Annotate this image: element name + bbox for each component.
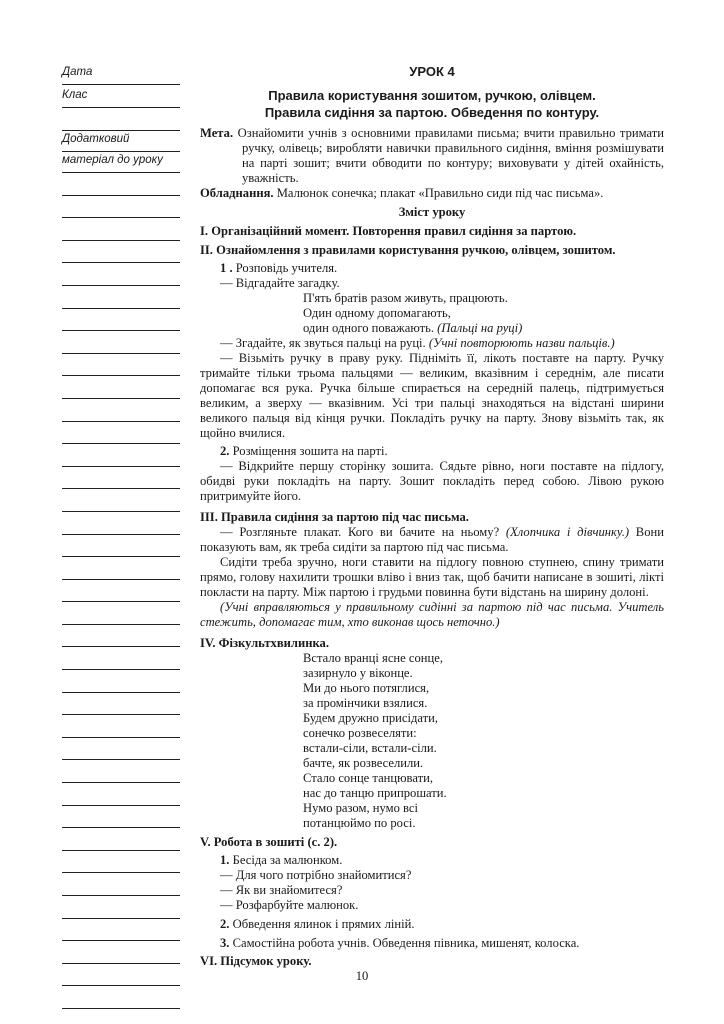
- section-2-heading: ІІ. Ознайомлення з правилами користування ручкою, олівцем, зошитом.: [200, 243, 616, 257]
- section-4-heading: IV. Фізкультхвилинка.: [200, 636, 329, 650]
- equipment-text: Малюнок сонечка; плакат «Правильно сиди під час письма».: [276, 186, 604, 200]
- margin-line: [62, 670, 180, 693]
- margin-line: [62, 715, 180, 738]
- poster-paragraph: — Розгляньте плакат. Кого ви бачите на ньому? (Хлопчика і дівчинку.) Вони показують вам, як треба сидіти за партою під час письма.: [200, 525, 664, 554]
- riddle-answer: (Пальці на руці): [437, 321, 523, 335]
- margin-line: [62, 986, 180, 1009]
- margin-line: [62, 693, 180, 716]
- sitting-note: (Учні вправляються у правильному сидінні за партою під час письма. Учитель стежить, допомагає тим, хто виконав щось неточно.): [200, 600, 664, 629]
- fingers-paragraph: — Згадайте, як звуться пальці на руці. (Учні повторюють назви пальців.): [220, 336, 615, 350]
- margin-line: [62, 896, 180, 919]
- goal-label: Мета.: [200, 126, 234, 140]
- step-5-2: 2. Обведення ялинок і прямих ліній.: [220, 917, 415, 931]
- sitting-paragraph: Сидіти треба зручно, ноги ставити на підлогу повною ступнею, спину тримати прямо, голову нахилити трошки вліво і вниз так, щоб бачити написане в зошиті, лікті покласти на парту. Між партою і грудьми повинна бути відстань на ширину долоні.: [200, 555, 664, 599]
- lesson-title-line-1: Правила користування зошитом, ручкою, олівцем.: [268, 88, 596, 103]
- poem-line: Нумо разом, нумо всі: [303, 801, 418, 815]
- margin-line: [62, 354, 180, 377]
- margin-line: [62, 602, 180, 625]
- margin-line: [62, 218, 180, 241]
- notebook-paragraph: — Відкрийте першу сторінку зошита. Сядьте рівно, ноги поставте на підлогу, обидві руки покладіть на парту. Зошит покладіть перед собою. Лівою рукою притримуйте його.: [200, 459, 664, 503]
- page-number: 10: [355, 969, 369, 983]
- section-1-heading: І. Організаційний момент. Повторення правил сидіння за партою.: [200, 224, 577, 238]
- margin-line: [62, 376, 180, 399]
- margin-line: [62, 873, 180, 896]
- equipment-paragraph: [200, 186, 664, 201]
- poem-line: Будем дружно присідати,: [303, 711, 439, 725]
- margin-line: [62, 647, 180, 670]
- pen-paragraph: — Візьміть ручку в праву руку. Підніміть її, лікоть поставте на парту. Ручку тримайте тільки трьома пальцями — великим, вказівним і середнім, але писати допомагає вся рука. Ручка більше спирається на середній палець, підтримується великим, а зверху — вказівним. Усі три пальці знаходяться на відстані ширини великого пальця від кінця ручки. Покладіть ручку на парту. Знову візьміть так, як щойно вчилися.: [200, 351, 664, 440]
- margin-line: [62, 783, 180, 806]
- margin-line: [62, 512, 180, 535]
- margin-line: [62, 580, 180, 603]
- margin-line: [62, 919, 180, 942]
- riddle-line: один одного поважають. (Пальці на руці): [303, 321, 523, 335]
- section-6-heading: VI. Підсумок уроку.: [200, 954, 312, 968]
- step-2-1: 1 . Розповідь учителя.: [220, 261, 338, 275]
- margin-line: [62, 851, 180, 874]
- lesson-title: [200, 87, 664, 121]
- poem-line: Встало вранці ясне сонце,: [303, 651, 444, 665]
- margin-line: [62, 941, 180, 964]
- lesson-content: [200, 64, 664, 969]
- lesson-heading: УРОК 4: [409, 64, 455, 79]
- riddle-line: Один одному допомагають,: [303, 306, 451, 320]
- question-line: — Розфарбуйте малюнок.: [220, 898, 359, 912]
- margin-line: [62, 760, 180, 783]
- margin-line: [62, 309, 180, 332]
- margin-line: [62, 557, 180, 580]
- margin-line: [62, 399, 180, 422]
- question-line: — Для чого потрібно знайомитися?: [220, 868, 412, 882]
- poem-line: потанцюймо по росі.: [303, 816, 416, 830]
- margin-lines: [62, 173, 180, 1009]
- riddle-intro: — Відгадайте загадку.: [220, 276, 340, 290]
- equipment-label: Обладнання.: [200, 186, 274, 200]
- margin-line: [62, 489, 180, 512]
- poem-line: зазирнуло у віконце.: [303, 666, 413, 680]
- question-line: — Як ви знайомитеся?: [220, 883, 343, 897]
- poem-line: Стало сонце танцювати,: [303, 771, 433, 785]
- poem-line: за промінчики взялися.: [303, 696, 428, 710]
- lesson-title-line-2: Правила сидіння за партою. Обведення по контуру.: [264, 105, 600, 120]
- poem-line: бачте, як розвеселили.: [303, 756, 424, 770]
- poem-line: нас до танцю припрошати.: [303, 786, 447, 800]
- section-3-heading: ІІІ. Правила сидіння за партою під час письма.: [200, 510, 469, 524]
- margin-line: [62, 331, 180, 354]
- margin-line: [62, 625, 180, 648]
- margin-line: [62, 173, 180, 196]
- margin-line: [62, 196, 180, 219]
- step-5-1: 1. Бесіда за малюнком.: [220, 853, 343, 867]
- extra-material-label-1: Додатковий: [62, 131, 180, 152]
- margin-line: [62, 286, 180, 309]
- goal-text: Ознайомити учнів з основними правилами письма; вчити правильно тримати ручку, олівець; виробляти навички правильного сидіння, вміння розмішувати на парті зошит; вчити обводити по контуру; виховувати у дітей охайність, уважність.: [237, 126, 665, 185]
- margin-line: [62, 806, 180, 829]
- goal-paragraph: [200, 126, 664, 186]
- class-field: Клас: [62, 87, 180, 108]
- step-5-3: 3. Самостійна робота учнів. Обведення півника, мишенят, колоска.: [220, 936, 580, 950]
- poem-line: Ми до нього потяглися,: [303, 681, 430, 695]
- date-field: Дата: [62, 64, 180, 85]
- margin-line: [62, 467, 180, 490]
- margin-line: [62, 535, 180, 558]
- section-5-heading: V. Робота в зошиті (с. 2).: [200, 835, 338, 849]
- step-2-2: 2. Розміщення зошита на парті.: [220, 444, 388, 458]
- margin-line: [62, 828, 180, 851]
- poem-line: сонечко розвеселяти:: [303, 726, 417, 740]
- exercise-poem: [200, 651, 664, 831]
- margin-line: [62, 263, 180, 286]
- margin-line: [62, 738, 180, 761]
- extra-material-label-2: матеріал до уроку: [62, 152, 180, 173]
- margin-line: [62, 422, 180, 445]
- riddle: [200, 291, 664, 336]
- poem-line: встали-сіли, встали-сіли.: [303, 741, 437, 755]
- margin-line: [62, 444, 180, 467]
- riddle-line: П'ять братів разом живуть, працюють.: [303, 291, 508, 305]
- margin-line: [62, 108, 180, 131]
- content-title: Зміст уроку: [398, 205, 466, 219]
- margin-line: [62, 241, 180, 264]
- margin-column: [62, 64, 180, 1009]
